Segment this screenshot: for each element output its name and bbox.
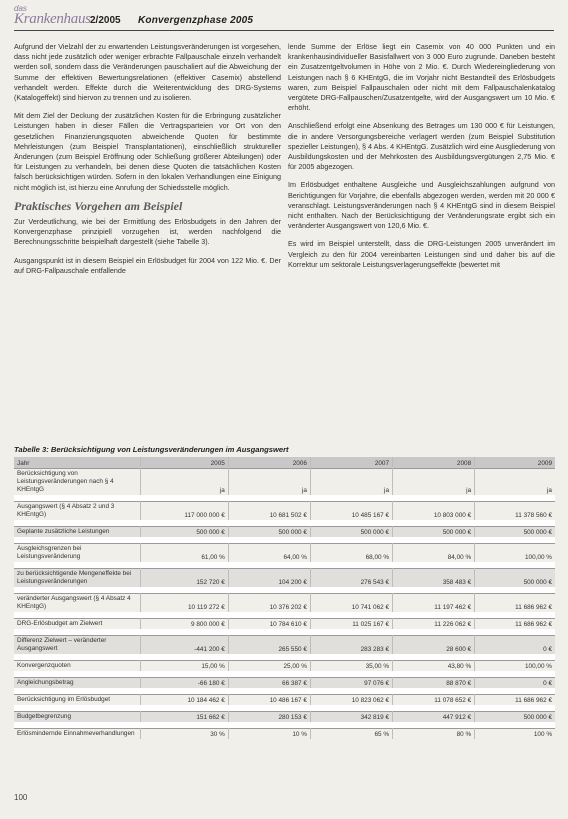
row-label: zu berücksichtigende Mengeneffekte bei Leistungsveränderungen — [14, 569, 141, 588]
paragraph: Anschließend erfolgt eine Absenkung des Betrages um 130 000 € für Leistungen, die in andere Versorgungsbereiche verlagert werden (zum Beispiel Substitution spezieller Leistungen), § 4 Abs. 4 KHEntgG. Zusätzlich wird eine Ausgliederung von Ausbildungskosten und der Mehrkosten des Ausbildungsvergütungen 2,75 Mio. € für 2005 abgezogen. — [288, 121, 555, 172]
table-cell: 97 076 € — [310, 678, 392, 689]
text-column-left — [14, 42, 281, 284]
table-row — [14, 636, 555, 655]
table-cell: 35,00 % — [310, 661, 392, 672]
row-label: Erlösmindernde Einnahmeverhandlungen — [14, 729, 141, 740]
table-cell: 10 485 167 € — [310, 502, 392, 521]
table-cell: 10 803 000 € — [393, 502, 475, 521]
table-cell: 342 819 € — [310, 712, 392, 723]
table-row — [14, 619, 555, 630]
page-header — [14, 4, 554, 31]
table-cell: 11 226 062 € — [393, 619, 475, 630]
row-label: Konvergenzquoten — [14, 661, 141, 672]
table-cell: 28 600 € — [393, 636, 475, 655]
table-row — [14, 661, 555, 672]
paragraph: Es wird im Beispiel unterstellt, dass die DRG-Leistungen 2005 unverändert im Vergleich zu den für 2004 vereinbarten Leistungen sind und daher bis auf die Korrektur um sektorale Leistungsverlagerungseffekte (bewertet mit — [288, 239, 555, 269]
table-cell: 84,00 % — [393, 544, 475, 563]
table-cell: 11 378 560 € — [475, 502, 555, 521]
table-cell: 500 000 € — [475, 569, 555, 588]
table-caption: Tabelle 3: Berücksichtigung von Leistungsveränderungen im Ausgangswert — [14, 445, 289, 454]
table-cell: -441 200 € — [141, 636, 229, 655]
paragraph: Aufgrund der Vielzahl der zu erwartenden Leistungsveränderungen ist vorgesehen, dass nicht jede zusätzlich oder weniger erbrachte Fallpauschale einzeln verhandelt werden soll, sondern dass die Veränderungen pauschaliert auf die Abweichung der Summe der effektiven Bewertungsrelationen (effektiver Casemix) abstellend verhandelt werden. Effekte durch die Weiterentwicklung des DRG-Systems (Katalogeffekt) sind hiervon zu trennen und zu isolieren. — [14, 42, 281, 103]
section-heading: Praktisches Vorgehen am Beispiel — [14, 198, 183, 213]
table-cell: 10 376 202 € — [228, 594, 310, 613]
table-cell: 151 662 € — [141, 712, 229, 723]
table-cell: ja — [141, 469, 229, 496]
table-cell: 276 543 € — [310, 569, 392, 588]
page-number: 100 — [14, 793, 28, 802]
table-cell: 11 686 962 € — [475, 594, 555, 613]
table-row — [14, 569, 555, 588]
table-cell: 100,00 % — [475, 661, 555, 672]
table-cell: 100 % — [475, 729, 555, 740]
table-row — [14, 678, 555, 689]
table-cell: 500 000 € — [475, 712, 555, 723]
column-header: 2006 — [228, 457, 310, 469]
table-cell: 61,00 % — [141, 544, 229, 563]
issue-number: 2/2005 — [90, 15, 121, 26]
table-cell: ja — [310, 469, 392, 496]
row-label: Berücksichtigung im Erlösbudget — [14, 695, 141, 706]
table-cell: 10 741 062 € — [310, 594, 392, 613]
table-row — [14, 695, 555, 706]
table-cell: 80 % — [393, 729, 475, 740]
text-column-right — [288, 42, 555, 278]
budget-table — [14, 457, 555, 739]
table-cell: 9 800 000 € — [141, 619, 229, 630]
table-row — [14, 527, 555, 538]
table-cell: 11 686 962 € — [475, 619, 555, 630]
table-row — [14, 469, 555, 496]
table-cell: 500 000 € — [228, 527, 310, 538]
table-cell: ja — [475, 469, 555, 496]
paragraph: Zur Verdeutlichung, wie bei der Ermittlung des Erlösbudgets in den Jahren der Konvergenzphase prinzipiell vorzugehen ist, werden nachfolgend die Berechnungsschritte beispielhaft dargestellt (siehe Tabelle 3). — [14, 217, 281, 247]
row-label: Geplante zusätzliche Leistungen — [14, 527, 141, 538]
journal-logo: Krankenhaus — [14, 11, 91, 27]
table-body — [14, 469, 555, 740]
table-cell: 10 681 502 € — [228, 502, 310, 521]
row-label: Differenz Zielwert – veränderter Ausgangswert — [14, 636, 141, 655]
paragraph: Mit dem Ziel der Deckung der zusätzlichen Kosten für die Erbringung zusätzlicher Leistungen haben in dieser Fällen die Vertragsparteien vor Ort von den gesetzlichen Finanzierungsquoten abweichende Quoten für bestimmte Mehrleistungen (zum Beispiel Transplantationen), einschließlich struktureller Änderungen (zum Beispiel Eröffnung oder Schließung größerer Abteilungen) oder für Leistungen zu verhandeln, bei denen diese Quoten die tatsächlichen Kosten falsch berücksichtigen würden. Sofern in den lokalen Verhandlungen eine Einigung nicht möglich ist, ist hierzu eine Anrufung der Schiedsstelle möglich. — [14, 111, 281, 192]
table-cell: 283 283 € — [310, 636, 392, 655]
table-cell: 10 119 272 € — [141, 594, 229, 613]
table-cell: 0 € — [475, 678, 555, 689]
row-label: DRG-Erlösbudget am Zielwert — [14, 619, 141, 630]
table-row — [14, 502, 555, 521]
table-row — [14, 544, 555, 563]
table-cell: 104 200 € — [228, 569, 310, 588]
row-label: Berücksichtigung von Leistungsveränderungen nach § 4 KHEntgG — [14, 469, 141, 496]
table-row — [14, 712, 555, 723]
table-cell: 358 483 € — [393, 569, 475, 588]
paragraph: Im Erlösbudget enthaltene Ausgleiche und Ausgleichszahlungen aufgrund von Berichtigungen für Vorjahre, die ebenfalls abgezogen werden, werden mit 20 000 € veranschlagt. Leistungsveränderungen nach § 4 KHEntgG sind in diesem Beispiel nicht enthalten. Nach der Berücksichtigung der Veränderungsrate ergibt sich ein veränderter Ausgangswert von 120,6 Mio. €. — [288, 180, 555, 231]
table-cell: 68,00 % — [310, 544, 392, 563]
column-header: 2009 — [475, 457, 555, 469]
table-cell: 447 912 € — [393, 712, 475, 723]
table-header-row — [14, 457, 555, 469]
row-label: Ausgangswert (§ 4 Absatz 2 und 3 KHEntgG) — [14, 502, 141, 521]
column-header: 2007 — [310, 457, 392, 469]
table-cell: 10 184 462 € — [141, 695, 229, 706]
table-cell: 500 000 € — [141, 527, 229, 538]
table-cell: 11 686 962 € — [475, 695, 555, 706]
table-cell: 0 € — [475, 636, 555, 655]
column-header: 2005 — [141, 457, 229, 469]
column-header: 2008 — [393, 457, 475, 469]
table-cell: 10 784 610 € — [228, 619, 310, 630]
row-label: Ausgleichsgrenzen bei Leistungsveränderung — [14, 544, 141, 563]
table-cell: ja — [228, 469, 310, 496]
table-cell: 500 000 € — [393, 527, 475, 538]
table-cell: 265 550 € — [228, 636, 310, 655]
table-cell: 280 153 € — [228, 712, 310, 723]
table-cell: 152 720 € — [141, 569, 229, 588]
row-label: veränderter Ausgangswert (§ 4 Absatz 4 KHEntgG) — [14, 594, 141, 613]
table-cell: 117 000 000 € — [141, 502, 229, 521]
table-cell: 65 % — [310, 729, 392, 740]
table-cell: ja — [393, 469, 475, 496]
table-cell: 100,00 % — [475, 544, 555, 563]
paragraph: lende Summe der Erlöse liegt ein Casemix von 40 000 Punkten und ein krankenhausindividueller Basisfallwert von 3 000 Euro zugrunde. Daneben besteht ein Zusatzentgeltvolumen in Höhe von 2 Mio. €. Durch Wiedereingliederung von Leistungen nach § 6 KHEntgG, die im Vorjahr nicht Bestandteil des Erlösbudgets waren, zum Beispiel Fallpauschalen oder nicht mit dem Fallpauschalenkatalog vergütete DRG-Fallpauschen/Zusatzentgelte, wird der Ausgangswert um 10 Mio. € erhöht. — [288, 42, 555, 113]
table-row — [14, 729, 555, 740]
table-cell: 25,00 % — [228, 661, 310, 672]
table-cell: -66 180 € — [141, 678, 229, 689]
table-cell: 500 000 € — [310, 527, 392, 538]
row-label: Budgetbegrenzung — [14, 712, 141, 723]
section-title: Konvergenzphase 2005 — [138, 15, 254, 26]
table-cell: 11 078 652 € — [393, 695, 475, 706]
table-cell: 15,00 % — [141, 661, 229, 672]
paragraph: Ausgangspunkt ist in diesem Beispiel ein Erlösbudget für 2004 von 122 Mio. €. Der auf DRG-Fallpauschale entfallende — [14, 255, 281, 275]
row-label: Angleichungsbetrag — [14, 678, 141, 689]
table-cell: 43,80 % — [393, 661, 475, 672]
table-cell: 10 486 167 € — [228, 695, 310, 706]
table-cell: 500 000 € — [475, 527, 555, 538]
table-cell: 10 % — [228, 729, 310, 740]
table-cell: 66 387 € — [228, 678, 310, 689]
logo-prefix: das — [14, 4, 27, 13]
table-cell: 11 197 462 € — [393, 594, 475, 613]
table-cell: 30 % — [141, 729, 229, 740]
table-cell: 88 870 € — [393, 678, 475, 689]
table-cell: 10 823 062 € — [310, 695, 392, 706]
table-cell: 11 025 167 € — [310, 619, 392, 630]
table-row — [14, 594, 555, 613]
column-header: Jahr — [14, 457, 141, 469]
table-cell: 64,00 % — [228, 544, 310, 563]
